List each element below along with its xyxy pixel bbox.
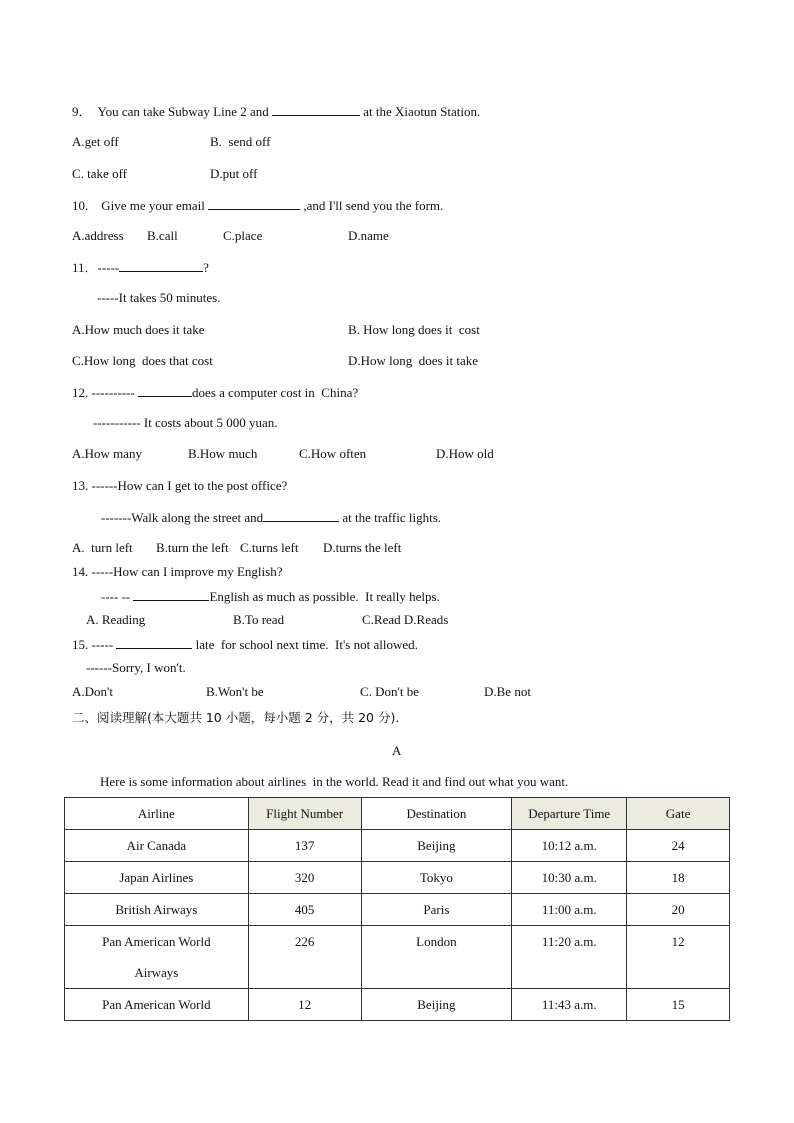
q12-option-b: B.How much: [188, 446, 258, 461]
q10-option-a: A.address: [72, 228, 124, 243]
q11-option-d: D.How long does it take: [348, 353, 478, 368]
table-row: [65, 862, 730, 894]
answer-blank: [133, 588, 209, 601]
cell-gate: 15: [627, 989, 730, 1021]
q15-option-b: B.Won't be: [206, 684, 264, 699]
header-airline: Airline: [65, 798, 249, 830]
q15-option-a: A.Don't: [72, 684, 113, 699]
header-flight-number: Flight Number: [248, 798, 361, 830]
cell-time: 11:00 a.m.: [512, 894, 627, 926]
q13-option-b: B.turn the left: [156, 540, 229, 555]
cell-flight: 12: [248, 989, 361, 1021]
q14-option-b: B.To read: [233, 612, 285, 627]
cell-flight: 226: [248, 926, 361, 989]
q14-reply: ---- -- English as much as possible. It really helps.: [101, 589, 440, 604]
cell-destination: London: [361, 926, 512, 989]
q10-stem: 10. Give me your email ,and I'll send you the form.: [72, 198, 444, 213]
answer-blank: [138, 384, 192, 397]
answer-blank: [263, 509, 339, 522]
cell-destination: Beijing: [361, 989, 512, 1021]
table-row: [65, 830, 730, 862]
q11-option-a: A.How much does it take: [72, 322, 205, 337]
cell-flight: 405: [248, 894, 361, 926]
header-destination: Destination: [361, 798, 512, 830]
cell-gate: 12: [627, 926, 730, 989]
q14-stem: 14. -----How can I improve my English?: [72, 564, 283, 579]
section-heading: 二、阅读理解(本大题共 10 小题，每小题 2 分，共 20 分).: [72, 710, 400, 725]
q9-option-c: C. take off: [72, 166, 127, 181]
q10-option-c: C.place: [223, 228, 263, 243]
q9-stem: 9． You can take Subway Line 2 and at the Xiaotun Station.: [72, 104, 481, 119]
q15-option-d: D.Be not: [484, 684, 531, 699]
cell-time: 10:12 a.m.: [512, 830, 627, 862]
cell-flight: 320: [248, 862, 361, 894]
passage-label: A: [392, 743, 402, 758]
cell-time: 10:30 a.m.: [512, 862, 627, 894]
table-row: [65, 894, 730, 926]
cell-airline: [65, 926, 249, 989]
q11-option-b: B. How long does it cost: [348, 322, 480, 337]
cell-flight: 137: [248, 830, 361, 862]
q11-stem: 11．----- ?: [72, 260, 209, 275]
cell-destination: Beijing: [361, 830, 512, 862]
q11-option-c: C.How long does that cost: [72, 353, 213, 368]
cell-airline: Japan Airlines: [65, 862, 249, 894]
q13-reply: -------Walk along the street and at the traffic lights.: [101, 510, 442, 525]
q11-reply: -----It takes 50 minutes.: [97, 290, 221, 305]
cell-destination: Paris: [361, 894, 512, 926]
q14-option-c: C.Read D.Reads: [362, 612, 449, 627]
q9-option-b: B. send off: [210, 134, 271, 149]
cell-airline: Pan American World: [65, 989, 249, 1021]
cell-gate: 20: [627, 894, 730, 926]
header-gate: Gate: [627, 798, 730, 830]
answer-blank: [272, 103, 360, 116]
passage-intro: Here is some information about airlines in the world. Read it and find out what you want.: [100, 774, 569, 789]
airline-table: [64, 797, 730, 1021]
q13-option-c: C.turns left: [240, 540, 299, 555]
q14-option-a: A. Reading: [86, 612, 146, 627]
cell-gate: 18: [627, 862, 730, 894]
q10-option-b: B.call: [147, 228, 178, 243]
q12-option-d: D.How old: [436, 446, 494, 461]
cell-airline: British Airways: [65, 894, 249, 926]
q12-option-c: C.How often: [299, 446, 367, 461]
q9-option-a: A.get off: [72, 134, 119, 149]
cell-destination: Tokyo: [361, 862, 512, 894]
q15-stem: 15. ----- late for school next time. It's not allowed.: [72, 637, 418, 652]
cell-time: 11:43 a.m.: [512, 989, 627, 1021]
cell-time: 11:20 a.m.: [512, 926, 627, 989]
table-row: [65, 989, 730, 1021]
answer-blank: [208, 197, 300, 210]
answer-blank: [119, 259, 203, 272]
header-departure-time: Departure Time: [512, 798, 627, 830]
cell-airline-line2: Airways: [134, 965, 179, 980]
q12-reply: ----------- It costs about 5 000 yuan.: [93, 415, 278, 430]
q15-reply: ------Sorry, I won't.: [86, 660, 186, 675]
q9-option-d: D.put off: [210, 166, 258, 181]
q15-option-c: C. Don't be: [360, 684, 420, 699]
q13-option-d: D.turns the left: [323, 540, 402, 555]
q13-stem: 13. ------How can I get to the post office?: [72, 478, 288, 493]
answer-blank: [116, 636, 192, 649]
q10-option-d: D.name: [348, 228, 389, 243]
q13-option-a: A. turn left: [72, 540, 133, 555]
cell-gate: 24: [627, 830, 730, 862]
cell-airline: Air Canada: [65, 830, 249, 862]
q12-option-a: A.How many: [72, 446, 143, 461]
cell-airline-line1: Pan American World: [102, 934, 211, 949]
table-row: [65, 926, 730, 989]
q12-stem: 12. ---------- does a computer cost in China?: [72, 385, 359, 400]
table-header-row: [65, 798, 730, 830]
